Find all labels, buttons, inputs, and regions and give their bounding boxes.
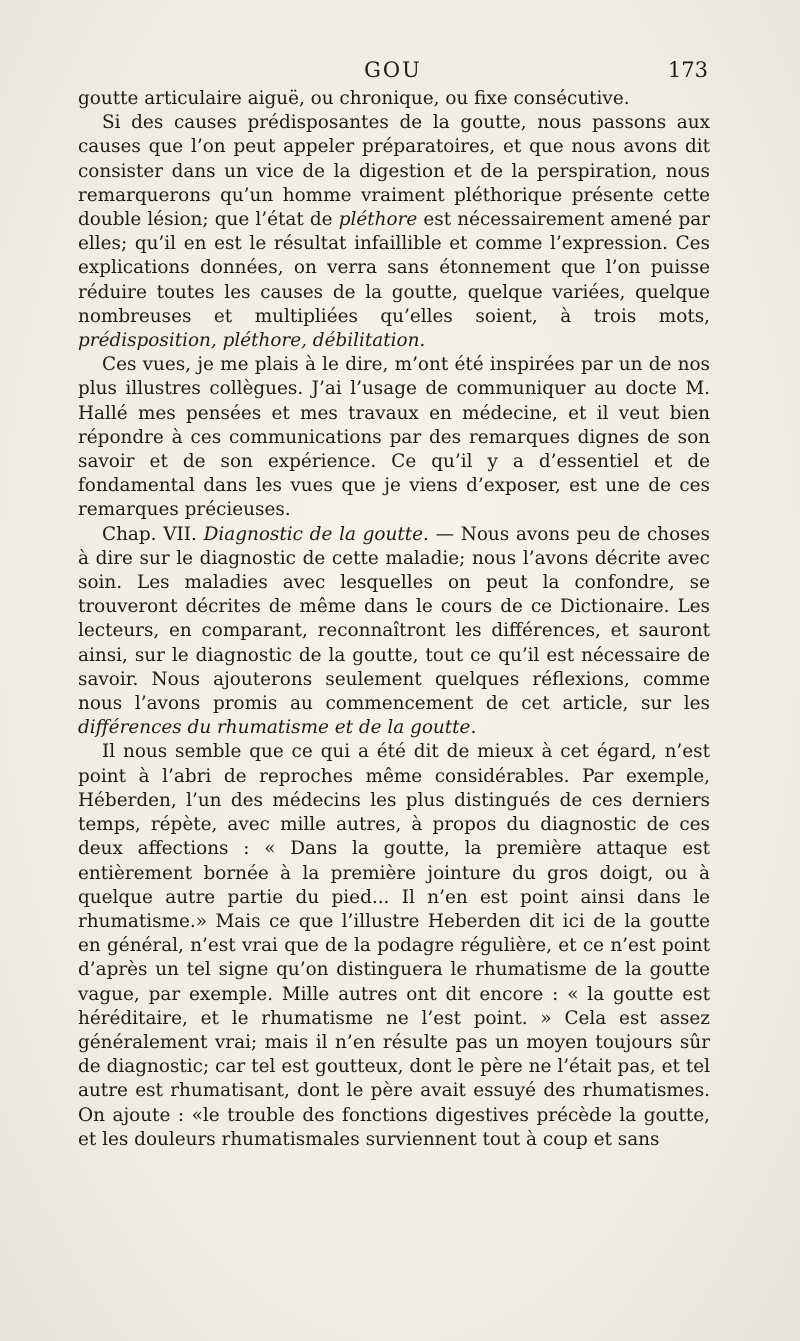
italic-text: prédisposition, pléthore, débilitation. — [78, 330, 426, 352]
italic-text: Diagnostic de la goutte. — [203, 523, 429, 545]
paragraph — [78, 523, 710, 741]
italic-text: différences du rhumatisme et de la goutte. — [78, 717, 477, 739]
paragraph — [78, 111, 710, 353]
paragraph — [78, 353, 710, 522]
running-head: GOU — [364, 58, 422, 82]
text-run: — Nous avons peu de choses à dire sur le diagnostic de cette maladie; nous l’avons décrite avec soin. Les maladies avec lesquelles on peut la confondre, se trouveront décrites de même dans le cours de ce Dictionaire. Les lecteurs, en comparant, reconnaîtront les différences, et sauront ainsi, sur le diagnostic de la goutte, tout ce qu’il est nécessaire de savoir. Nous ajouterons seulement quelques réflexions, comme nous l’avons promis au commencement de cet article, sur les — [78, 523, 710, 715]
text-run: Chap. VII. — [102, 523, 204, 545]
text-run: goutte articulaire aiguë, ou chronique, ou fixe consécutive. — [78, 88, 630, 109]
text-run: Il nous semble que ce qui a été dit de mieux à cet égard, n’est point à l’abri de reproches même considérables. Par exemple, Héberden, l’un des médecins les plus distingués de ces derniers temps, répète, avec mille autres, à propos du diagnostic de ces deux affections : « Dans la goutte, la première attaque est entièrement bornée à la première jointure du gros doigt, ou à quelque autre partie du pied... Il n’en est point ainsi dans le rhumatisme.» Mais ce que l’illustre Heberden dit ici de la goutte en général, n’est vrai que de la podagre régulière, et ce n’est point d’après un tel signe qu’on distinguera le rhumatisme de la goutte vague, par exemple. Mille autres ont dit encore : « la goutte est héréditaire, et le rhumatisme ne l’est point. » Cela est assez généralement vrai; mais il n’en résulte pas un moyen toujours sûr de diagnostic; car tel est goutteux, dont le père ne l’était pas, et tel autre est rhumatisant, dont le père avait essuyé des rhumatismes. On ajoute : «le trouble des fonctions digestives précède la goutte, et les douleurs rhumatismales surviennent tout à coup et sans — [78, 741, 710, 1150]
page-number: 173 — [667, 58, 708, 82]
text-run: Si des causes prédisposantes de la goutte, nous passons aux causes que l’on peut appeler préparatoires, et que nous avons dit consister dans un vice de la digestion et de la perspiration, nous remarquerons qu’un homme vraiment pléthorique présente cette double lésion; que l’état de — [78, 112, 710, 231]
body-text — [78, 87, 710, 1152]
text-run: Ces vues, je me plais à le dire, m’ont été inspirées par un de nos plus illustres collègues. J’ai l’usage de communiquer au docte M. Hallé mes pensées et mes travaux en médecine, et il veut bien répondre à ces communications par des remarques dignes de son savoir et de son expérience. Ce qu’il y a d’essentiel et de fondamental dans les vues que je viens d’exposer, est une de ces remarques précieuses. — [78, 354, 710, 521]
paragraph — [78, 740, 710, 1151]
text-run: est nécessairement amené par elles; qu’il en est le résultat infaillible et comme l’expression. Ces explications données, on verra sans étonnement que l’on puisse réduire toutes les causes de la goutte, quelque variées, quelque nombreuses et multipliées qu’elles soient, à trois mots, — [78, 209, 710, 327]
paragraph — [78, 87, 710, 111]
italic-text: pléthore — [338, 209, 418, 231]
